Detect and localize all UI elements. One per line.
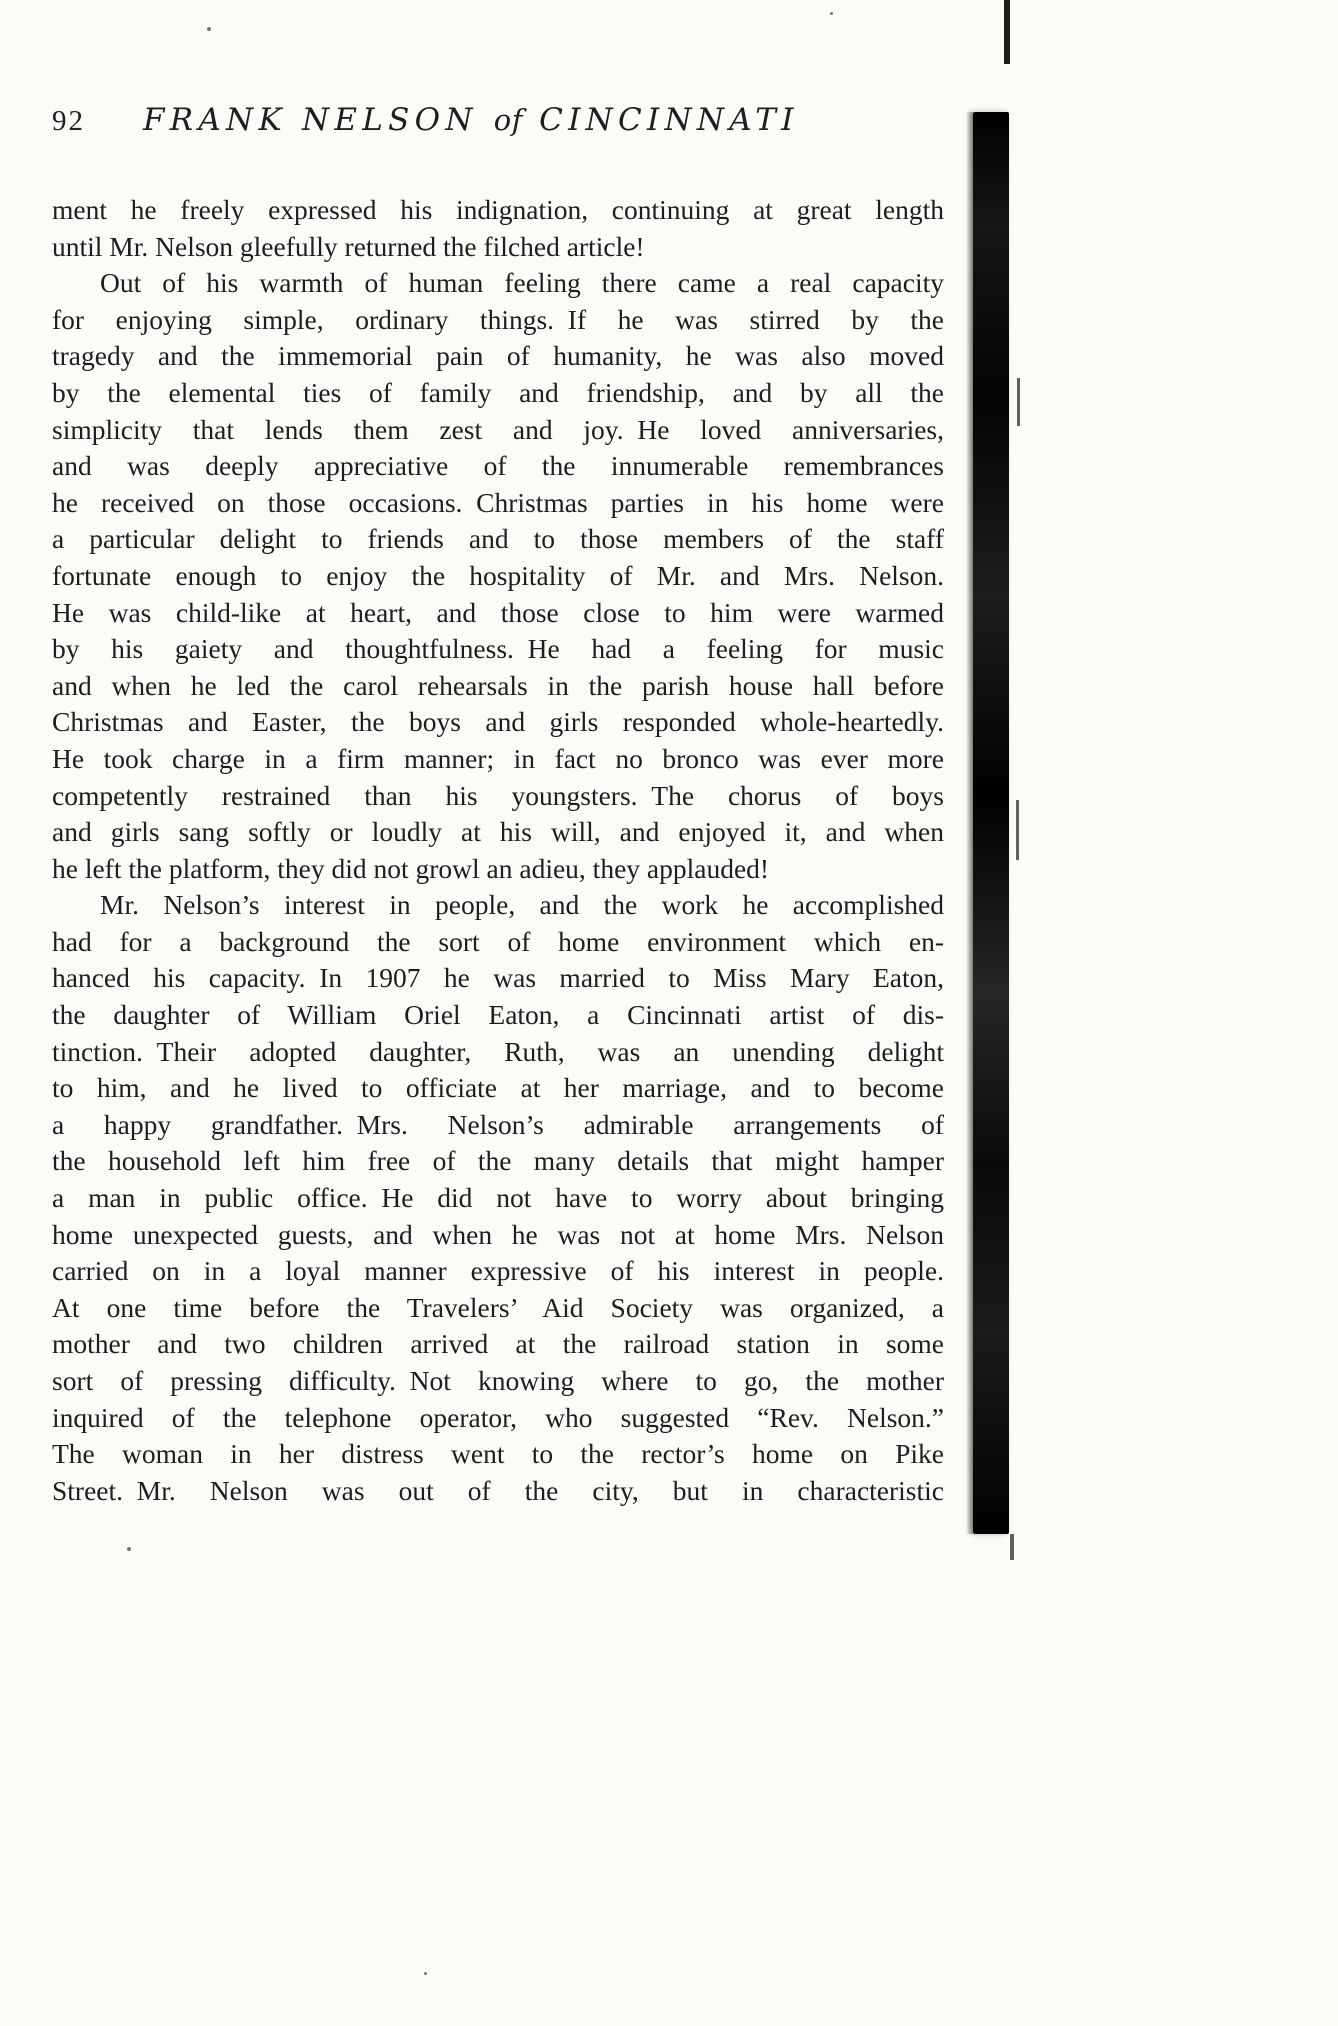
text-line: a particular delight to friends and to those members of the staff	[52, 523, 944, 555]
text-line: He took charge in a firm manner; in fact no bronco was ever more	[52, 742, 944, 774]
text-line: simplicity that lends them zest and joy. He loved anniversaries,	[52, 413, 944, 445]
text-line: and was deeply appreciative of the innumerable remembrances	[52, 450, 944, 482]
scan-edge-tick	[1016, 800, 1019, 860]
running-title-city: CINCINNATI	[539, 102, 799, 138]
text-line: had for a background the sort of home environment which en-	[52, 925, 944, 957]
running-title-of: of	[493, 103, 524, 137]
text-line: the daughter of William Oriel Eaton, a Cincinnati artist of dis-	[52, 999, 944, 1031]
text-line: until Mr. Nelson gleefully returned the filched article!	[52, 230, 645, 262]
text-line: tinction. Their adopted daughter, Ruth, was an unending delight	[52, 1035, 944, 1067]
running-title-name: FRANK NELSON	[143, 102, 478, 138]
text-line: Mr. Nelson’s interest in people, and the work he accomplished	[100, 889, 944, 921]
text-line: he left the platform, they did not growl an adieu, they applauded!	[52, 852, 770, 884]
text-line: competently restrained than his youngsters. The chorus of boys	[52, 779, 944, 811]
text-line: ment he freely expressed his indignation, continuing at great length	[52, 194, 944, 225]
text-line: inquired of the telephone operator, who suggested “Rev. Nelson.”	[52, 1401, 944, 1433]
text-line: by his gaiety and thoughtfulness. He had a feeling for music	[52, 633, 944, 665]
scan-speck	[207, 27, 211, 31]
text-line: for enjoying simple, ordinary things. If he was stirred by the	[52, 303, 944, 335]
paragraph	[52, 265, 944, 887]
text-line: and girls sang softly or loudly at his will, and enjoyed it, and when	[52, 816, 944, 848]
scan-speck	[127, 1547, 131, 1551]
body-text	[52, 192, 944, 1509]
text-line: and when he led the carol rehearsals in the parish house hall before	[52, 669, 944, 701]
text-line: by the elemental ties of family and friendship, and by all the	[52, 376, 944, 408]
text-line: a man in public office. He did not have to worry about bringing	[52, 1182, 944, 1214]
text-line: He was child-like at heart, and those close to him were warmed	[52, 596, 944, 628]
text-line: fortunate enough to enjoy the hospitality of Mr. and Mrs. Nelson.	[52, 559, 944, 591]
text-line: he received on those occasions. Christmas parties in his home were	[52, 486, 944, 518]
text-line: The woman in her distress went to the rector’s home on Pike	[52, 1438, 944, 1470]
text-line: sort of pressing difficulty. Not knowing where to go, the mother	[52, 1365, 944, 1396]
text-line: Christmas and Easter, the boys and girls responded whole-heartedly.	[52, 706, 944, 738]
text-line: tragedy and the immemorial pain of humanity, he was also moved	[52, 340, 944, 372]
page-number: 92	[52, 105, 85, 137]
text-line: mother and two children arrived at the railroad station in some	[52, 1328, 944, 1360]
scan-edge-tick	[1017, 378, 1020, 426]
text-line: Out of his warmth of human feeling there came a real capacity	[100, 267, 944, 299]
text-line: Street. Mr. Nelson was out of the city, but in characteristic	[52, 1474, 944, 1506]
scan-speck	[830, 12, 833, 15]
scan-edge-tick	[1010, 1534, 1014, 1560]
text-line: carried on in a loyal manner expressive of his interest in people.	[52, 1255, 944, 1287]
scan-edge-mark	[1004, 0, 1010, 64]
text-line: At one time before the Travelers’ Aid Society was organized, a	[52, 1291, 944, 1323]
text-line: a happy grandfather. Mrs. Nelson’s admirable arrangements of	[52, 1108, 944, 1140]
running-header	[52, 102, 942, 138]
paragraph	[52, 887, 944, 1509]
text-line: the household left him free of the many details that might hamper	[52, 1145, 944, 1177]
text-line: to him, and he lived to officiate at her marriage, and to become	[52, 1072, 944, 1104]
scan-binding-shadow	[973, 112, 1009, 1534]
text-line: home unexpected guests, and when he was not at home Mrs. Nelson	[52, 1218, 944, 1250]
running-title	[143, 102, 799, 138]
paragraph	[52, 192, 944, 265]
text-line: hanced his capacity. In 1907 he was married to Miss Mary Eaton,	[52, 962, 944, 994]
scan-speck	[424, 1972, 427, 1975]
